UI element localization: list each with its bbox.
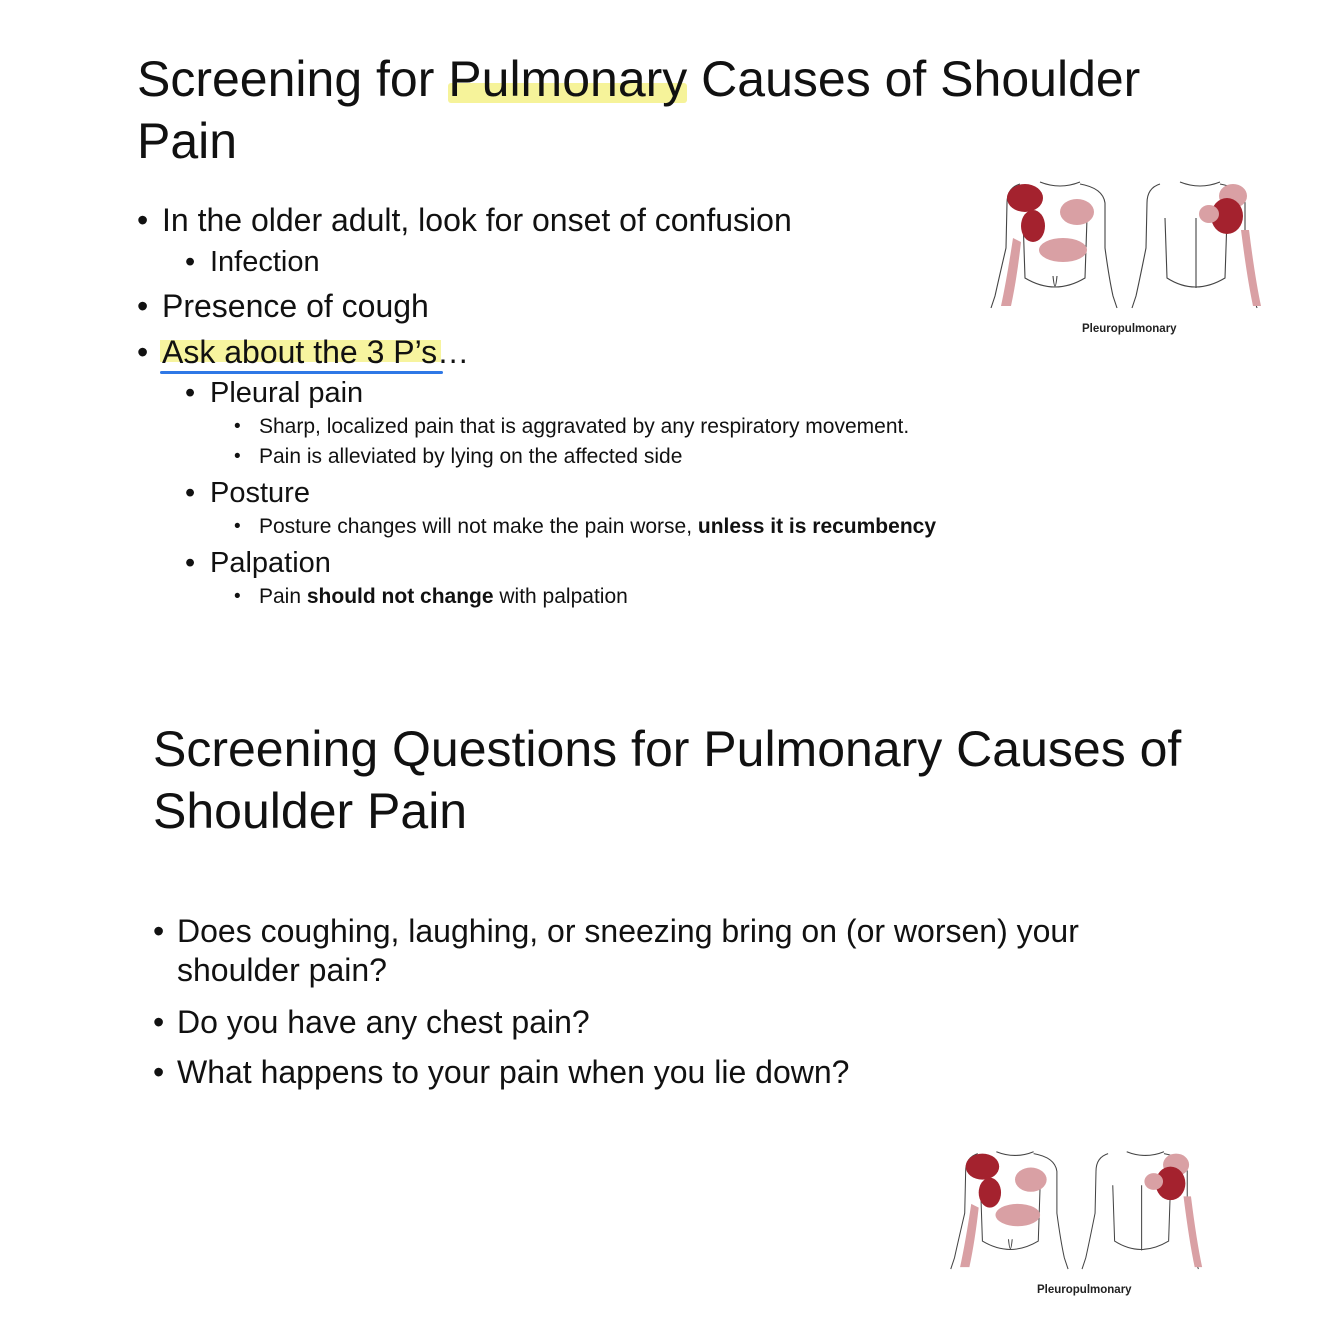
ask-highlight: Ask about the 3 P’s (162, 334, 438, 370)
slide-screening-questions (0, 700, 1334, 1334)
bullet-posture: • Posture (210, 475, 310, 511)
question-lie-down: • What happens to your pain when you lie down? (177, 1053, 1127, 1092)
question-chest-pain: • Do you have any chest pain? (177, 1003, 1127, 1042)
bullet-palpation-sub: • Pain should not change with palpation (259, 583, 628, 611)
title-highlight: Pulmonary (448, 48, 687, 110)
bullet-pleural-sub1: • Sharp, localized pain that is aggravated by any respiratory movement. (259, 413, 909, 441)
bullet-palpation: • Palpation (210, 545, 331, 581)
body-pain-diagram (985, 178, 1280, 323)
bullet-infection: • Infection (210, 244, 320, 280)
front-pain-regions (960, 1154, 1047, 1268)
bullet-cough: • Presence of cough (162, 286, 429, 326)
pleuropulmonary-figure (985, 178, 1280, 343)
front-pain-regions (1001, 184, 1094, 306)
pleuropulmonary-figure (945, 1148, 1220, 1303)
figure-caption: Pleuropulmonary (1082, 323, 1177, 335)
bullet-pleural-pain: • Pleural pain (210, 375, 363, 411)
bullet-pleural-sub2: • Pain is alleviated by lying on the affected side (259, 443, 682, 471)
bullet-ask-3ps: • Ask about the 3 P’s… (162, 332, 469, 372)
bullet-older-adult: • In the older adult, look for onset of confusion (162, 200, 792, 240)
figure-caption: Pleuropulmonary (1037, 1284, 1132, 1296)
back-pain-regions (1144, 1154, 1202, 1268)
slide2-title: Screening Questions for Pulmonary Causes of Shoulder Pain (153, 721, 1182, 839)
slide1-title: Screening for Pulmonary Causes of Shoulder Pain (137, 48, 1217, 172)
body-pain-diagram (945, 1148, 1220, 1283)
bullet-posture-sub: • Posture changes will not make the pain worse, unless it is recumbency (259, 513, 936, 541)
back-pain-regions (1199, 184, 1261, 306)
question-coughing: • Does coughing, laughing, or sneezing bring on (or worsen) your shoulder pain? (177, 912, 1127, 990)
slide-pulmonary-screening (0, 0, 1334, 660)
